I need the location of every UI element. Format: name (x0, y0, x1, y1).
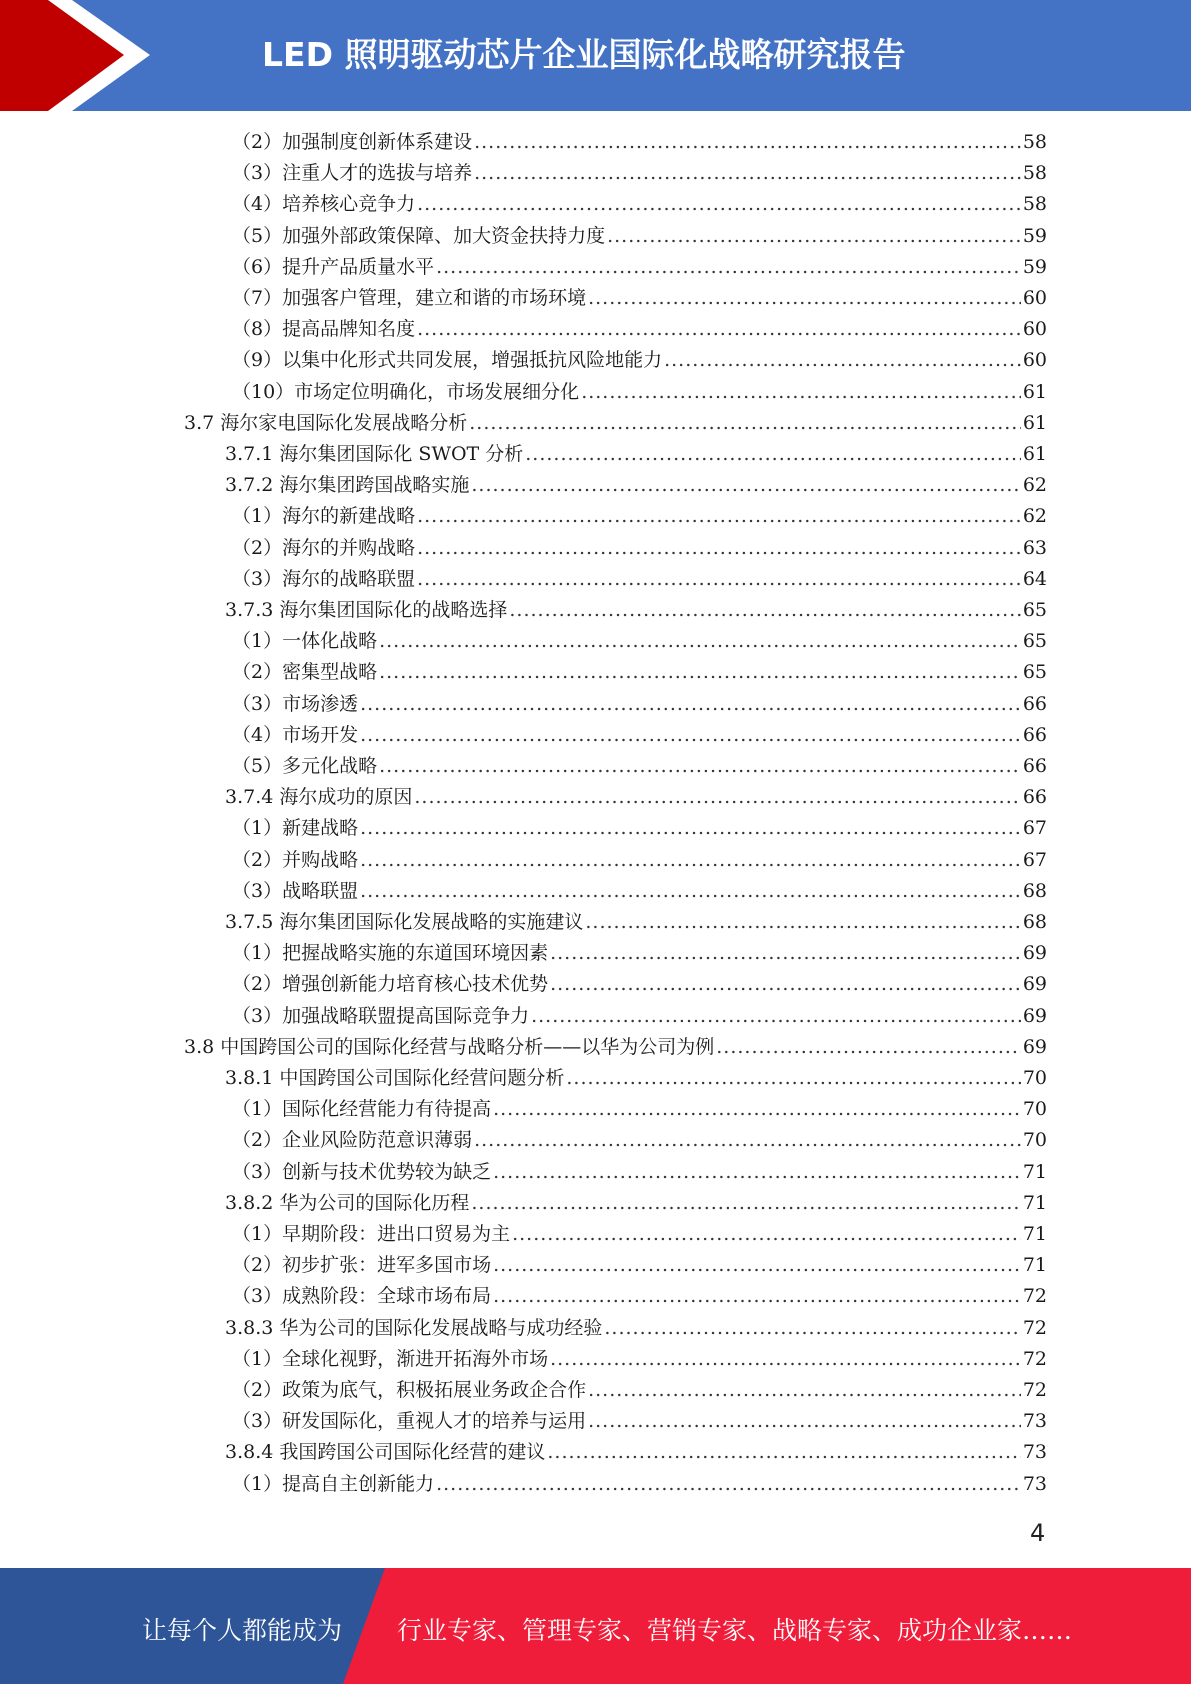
toc-entry[interactable] (225, 782, 1047, 813)
toc-entry-label: 3.8.3 华为公司的国际化发展战略与成功经验 (225, 1316, 603, 1339)
toc-entry-label: （1）一体化战略 (232, 630, 378, 653)
toc-dot-leader (604, 1313, 1020, 1344)
toc-entry-page: 59 (1022, 224, 1047, 247)
toc-entry-page: 63 (1022, 536, 1047, 559)
toc-entry[interactable] (232, 1375, 1047, 1406)
toc-entry[interactable] (232, 845, 1047, 876)
toc-entry[interactable] (225, 595, 1047, 626)
toc-dot-leader (379, 626, 1021, 657)
document-title: LED 照明驱动芯片企业国际化战略研究报告 (262, 35, 906, 74)
toc-entry-label: （2）海尔的并购战略 (232, 536, 416, 559)
toc-entry-page: 58 (1022, 193, 1047, 216)
toc-entry-label: （1）海尔的新建战略 (232, 505, 416, 528)
toc-entry-label: （3）海尔的战略联盟 (232, 567, 416, 590)
toc-entry-page: 72 (1022, 1379, 1047, 1401)
toc-dot-leader (493, 1094, 1021, 1125)
toc-entry-page: 65 (1022, 630, 1047, 653)
toc-dot-leader (566, 1063, 1020, 1094)
toc-entry[interactable] (184, 408, 1047, 439)
toc-entry[interactable] (232, 377, 1047, 408)
toc-entry-label: （1）早期阶段：进出口贸易为主 (232, 1223, 511, 1245)
toc-entry-page: 69 (1022, 1035, 1047, 1058)
toc-entry-label: （3）注重人才的选拔与培养 (232, 162, 473, 185)
toc-entry-label: （2）加强制度创新体系建设 (232, 131, 473, 153)
toc-entry-page: 60 (1022, 287, 1047, 309)
toc-dot-leader (417, 189, 1021, 220)
toc-entry-label: （8）提高品牌知名度 (232, 318, 416, 341)
toc-entry-label: （2）增强创新能力培育核心技术优势 (232, 973, 549, 996)
toc-entry[interactable] (232, 1344, 1047, 1375)
toc-entry-label: （5）多元化战略 (232, 755, 378, 777)
toc-dot-leader (493, 1157, 1021, 1188)
page-number: 4 (1030, 1519, 1046, 1547)
toc-entry[interactable] (232, 813, 1047, 844)
toc-dot-leader (493, 1250, 1021, 1281)
toc-entry-page: 73 (1022, 1472, 1047, 1495)
toc-entry-label: 3.7.1 海尔集团国际化 SWOT 分析 (225, 443, 524, 465)
toc-dot-leader (360, 720, 1021, 751)
toc-dot-leader (664, 345, 1021, 376)
toc-entry-label: （4）市场开发 (232, 723, 359, 746)
toc-entry-page: 62 (1022, 474, 1047, 497)
toc-entry-page: 66 (1022, 786, 1047, 809)
toc-entry-page: 69 (1022, 973, 1047, 996)
toc-dot-leader (547, 1437, 1020, 1468)
toc-dot-leader (360, 845, 1021, 876)
toc-entry-label: （2）企业风险防范意识薄弱 (232, 1129, 473, 1152)
toc-entry[interactable] (232, 626, 1047, 657)
toc-dot-leader (471, 470, 1020, 501)
toc-entry-label: （9）以集中化形式共同发展，增强抵抗风险地能力 (232, 349, 663, 372)
toc-entry-page: 73 (1022, 1441, 1047, 1464)
page-footer (0, 1568, 1191, 1684)
toc-entry[interactable] (232, 564, 1047, 595)
toc-entry-page: 71 (1022, 1254, 1047, 1277)
toc-entry[interactable] (225, 1313, 1047, 1344)
toc-dot-leader (550, 938, 1021, 969)
toc-entry-label: 3.7.2 海尔集团跨国战略实施 (225, 474, 470, 497)
footer-slogan-left: 让每个人都能成为 (142, 1616, 343, 1645)
toc-entry[interactable] (232, 1094, 1047, 1125)
toc-dot-leader (417, 501, 1021, 532)
toc-entry-label: 3.7.4 海尔成功的原因 (225, 786, 413, 809)
toc-entry-page: 60 (1022, 349, 1047, 372)
toc-entry[interactable] (232, 1219, 1047, 1250)
toc-entry[interactable] (232, 969, 1047, 1000)
toc-entry-page: 72 (1022, 1285, 1047, 1308)
toc-entry-label: 3.8.2 华为公司的国际化历程 (225, 1191, 470, 1214)
toc-dot-leader (509, 595, 1020, 626)
toc-entry-page: 58 (1022, 162, 1047, 185)
toc-entry-label: （3）加强战略联盟提高国际竞争力 (232, 1004, 530, 1027)
toc-entry[interactable] (232, 314, 1047, 345)
toc-dot-leader (493, 1281, 1021, 1312)
toc-entry-page: 70 (1022, 1067, 1047, 1089)
toc-entry-page: 61 (1022, 443, 1047, 465)
toc-entry-page: 65 (1022, 661, 1047, 684)
toc-entry[interactable] (232, 1469, 1047, 1500)
toc-dot-leader (474, 127, 1021, 158)
toc-entry-label: 3.8 中国跨国公司的国际化经营与战略分析——以华为公司为例 (184, 1035, 715, 1058)
toc-entry-page: 72 (1022, 1347, 1047, 1370)
toc-dot-leader (417, 314, 1021, 345)
toc-entry-label: （5）加强外部政策保障、加大资金扶持力度 (232, 224, 606, 247)
toc-entry-label: （2）政策为底气，积极拓展业务政企合作 (232, 1379, 587, 1401)
toc-entry[interactable] (232, 345, 1047, 376)
toc-entry[interactable] (232, 189, 1047, 220)
toc-dot-leader (379, 657, 1021, 688)
toc-dot-leader (716, 1032, 1021, 1063)
toc-entry-label: （7）加强客户管理，建立和谐的市场环境 (232, 287, 587, 309)
toc-entry[interactable] (232, 221, 1047, 252)
toc-entry-page: 61 (1022, 411, 1047, 434)
toc-dot-leader (360, 876, 1021, 907)
toc-entry[interactable] (225, 907, 1047, 938)
toc-dot-leader (588, 1375, 1021, 1406)
toc-entry-page: 71 (1022, 1160, 1047, 1183)
toc-entry-page: 69 (1022, 1004, 1047, 1027)
toc-entry[interactable] (232, 938, 1047, 969)
toc-dot-leader (417, 564, 1021, 595)
toc-entry-page: 66 (1022, 692, 1047, 715)
toc-entry[interactable] (232, 1250, 1047, 1281)
toc-entry[interactable] (232, 657, 1047, 688)
toc-dot-leader (360, 689, 1021, 720)
toc-dot-leader (414, 782, 1020, 813)
toc-entry-page: 62 (1022, 505, 1047, 528)
toc-entry[interactable] (232, 876, 1047, 907)
toc-entry-label: （3）创新与技术优势较为缺乏 (232, 1160, 492, 1183)
toc-dot-leader (379, 751, 1021, 782)
toc-dot-leader (360, 813, 1021, 844)
toc-entry-label: （2）并购战略 (232, 848, 359, 871)
toc-entry[interactable] (232, 252, 1047, 283)
toc-dot-leader (588, 1406, 1021, 1437)
toc-dot-leader (581, 377, 1021, 408)
toc-dot-leader (531, 1001, 1021, 1032)
toc-entry[interactable] (225, 1188, 1047, 1219)
toc-entry-page: 58 (1022, 131, 1047, 153)
toc-entry[interactable] (232, 1157, 1047, 1188)
toc-entry-label: 3.7.3 海尔集团国际化的战略选择 (225, 599, 508, 621)
toc-dot-leader (417, 533, 1021, 564)
toc-entry-label: （3）市场渗透 (232, 692, 359, 715)
toc-entry[interactable] (225, 1063, 1047, 1094)
toc-entry-label: （1）新建战略 (232, 817, 359, 840)
toc-entry-label: （1）把握战略实施的东道国环境因素 (232, 942, 549, 965)
toc-entry-label: 3.8.4 我国跨国公司国际化经营的建议 (225, 1441, 546, 1464)
toc-entry-page: 60 (1022, 318, 1047, 341)
toc-dot-leader (436, 252, 1021, 283)
toc-entry[interactable] (232, 127, 1047, 158)
toc-entry[interactable] (232, 283, 1047, 314)
page-header (0, 0, 1191, 111)
toc-dot-leader (588, 283, 1021, 314)
toc-entry-label: （2）密集型战略 (232, 661, 378, 684)
toc-dot-leader (469, 408, 1021, 439)
toc-entry[interactable] (232, 1001, 1047, 1032)
toc-entry[interactable] (232, 720, 1047, 751)
toc-entry-label: （2）初步扩张：进军多国市场 (232, 1254, 492, 1277)
toc-entry-label: 3.7.5 海尔集团国际化发展战略的实施建议 (225, 911, 584, 933)
toc-entry[interactable] (232, 751, 1047, 782)
toc-entry-label: 3.7 海尔家电国际化发展战略分析 (184, 411, 468, 434)
toc-entry-page: 68 (1022, 879, 1047, 902)
toc-entry-page: 70 (1022, 1098, 1047, 1121)
toc-entry-page: 64 (1022, 567, 1047, 590)
toc-entry-page: 66 (1022, 723, 1047, 746)
toc-entry-page: 68 (1022, 911, 1047, 933)
toc-entry-page: 69 (1022, 942, 1047, 965)
toc-entry-label: （3）战略联盟 (232, 879, 359, 902)
toc-dot-leader (550, 969, 1021, 1000)
toc-entry-page: 66 (1022, 755, 1047, 777)
toc-entry-label: （4）培养核心竞争力 (232, 193, 416, 216)
toc-entry[interactable] (225, 470, 1047, 501)
toc-entry[interactable] (232, 533, 1047, 564)
toc-entry[interactable] (232, 1406, 1047, 1437)
toc-entry[interactable] (232, 501, 1047, 532)
toc-dot-leader (471, 1188, 1020, 1219)
toc-entry-label: （1）国际化经营能力有待提高 (232, 1098, 492, 1121)
toc-dot-leader (436, 1469, 1021, 1500)
toc-entry-label: （6）提升产品质量水平 (232, 255, 435, 278)
toc-entry-page: 71 (1022, 1223, 1047, 1245)
toc-entry-label: （10）市场定位明确化，市场发展细分化 (232, 380, 580, 403)
toc-entry[interactable] (232, 689, 1047, 720)
toc-entry-label: （1）提高自主创新能力 (232, 1472, 435, 1495)
toc-entry-page: 70 (1022, 1129, 1047, 1152)
toc-dot-leader (512, 1219, 1021, 1250)
toc-entry[interactable] (225, 1437, 1047, 1468)
toc-dot-leader (585, 907, 1020, 938)
toc-entry-page: 72 (1022, 1316, 1047, 1339)
toc-entry-page: 65 (1022, 599, 1047, 621)
toc-entry[interactable] (232, 1281, 1047, 1312)
footer-slogan-right: 行业专家、管理专家、营销专家、战略专家、成功企业家…… (397, 1616, 1073, 1645)
toc-entry-label: 3.8.1 中国跨国公司国际化经营问题分析 (225, 1067, 565, 1089)
toc-entry[interactable] (232, 1125, 1047, 1156)
toc-entry[interactable] (225, 439, 1047, 470)
toc-dot-leader (474, 1125, 1021, 1156)
toc-dot-leader (525, 439, 1021, 470)
toc-entry-page: 67 (1022, 817, 1047, 840)
toc-dot-leader (474, 158, 1021, 189)
toc-entry[interactable] (184, 1032, 1047, 1063)
toc-entry-page: 67 (1022, 848, 1047, 871)
toc-dot-leader (550, 1344, 1021, 1375)
toc-entry-label: （1）全球化视野，渐进开拓海外市场 (232, 1347, 549, 1370)
toc-entry[interactable] (232, 158, 1047, 189)
toc-entry-page: 59 (1022, 255, 1047, 278)
toc-entry-label: （3）研发国际化，重视人才的培养与运用 (232, 1410, 587, 1433)
toc-dot-leader (607, 221, 1021, 252)
toc-entry-page: 71 (1022, 1191, 1047, 1214)
toc-entry-page: 73 (1022, 1410, 1047, 1433)
toc-entry-label: （3）成熟阶段：全球市场布局 (232, 1285, 492, 1308)
toc-entry-page: 61 (1022, 380, 1047, 403)
